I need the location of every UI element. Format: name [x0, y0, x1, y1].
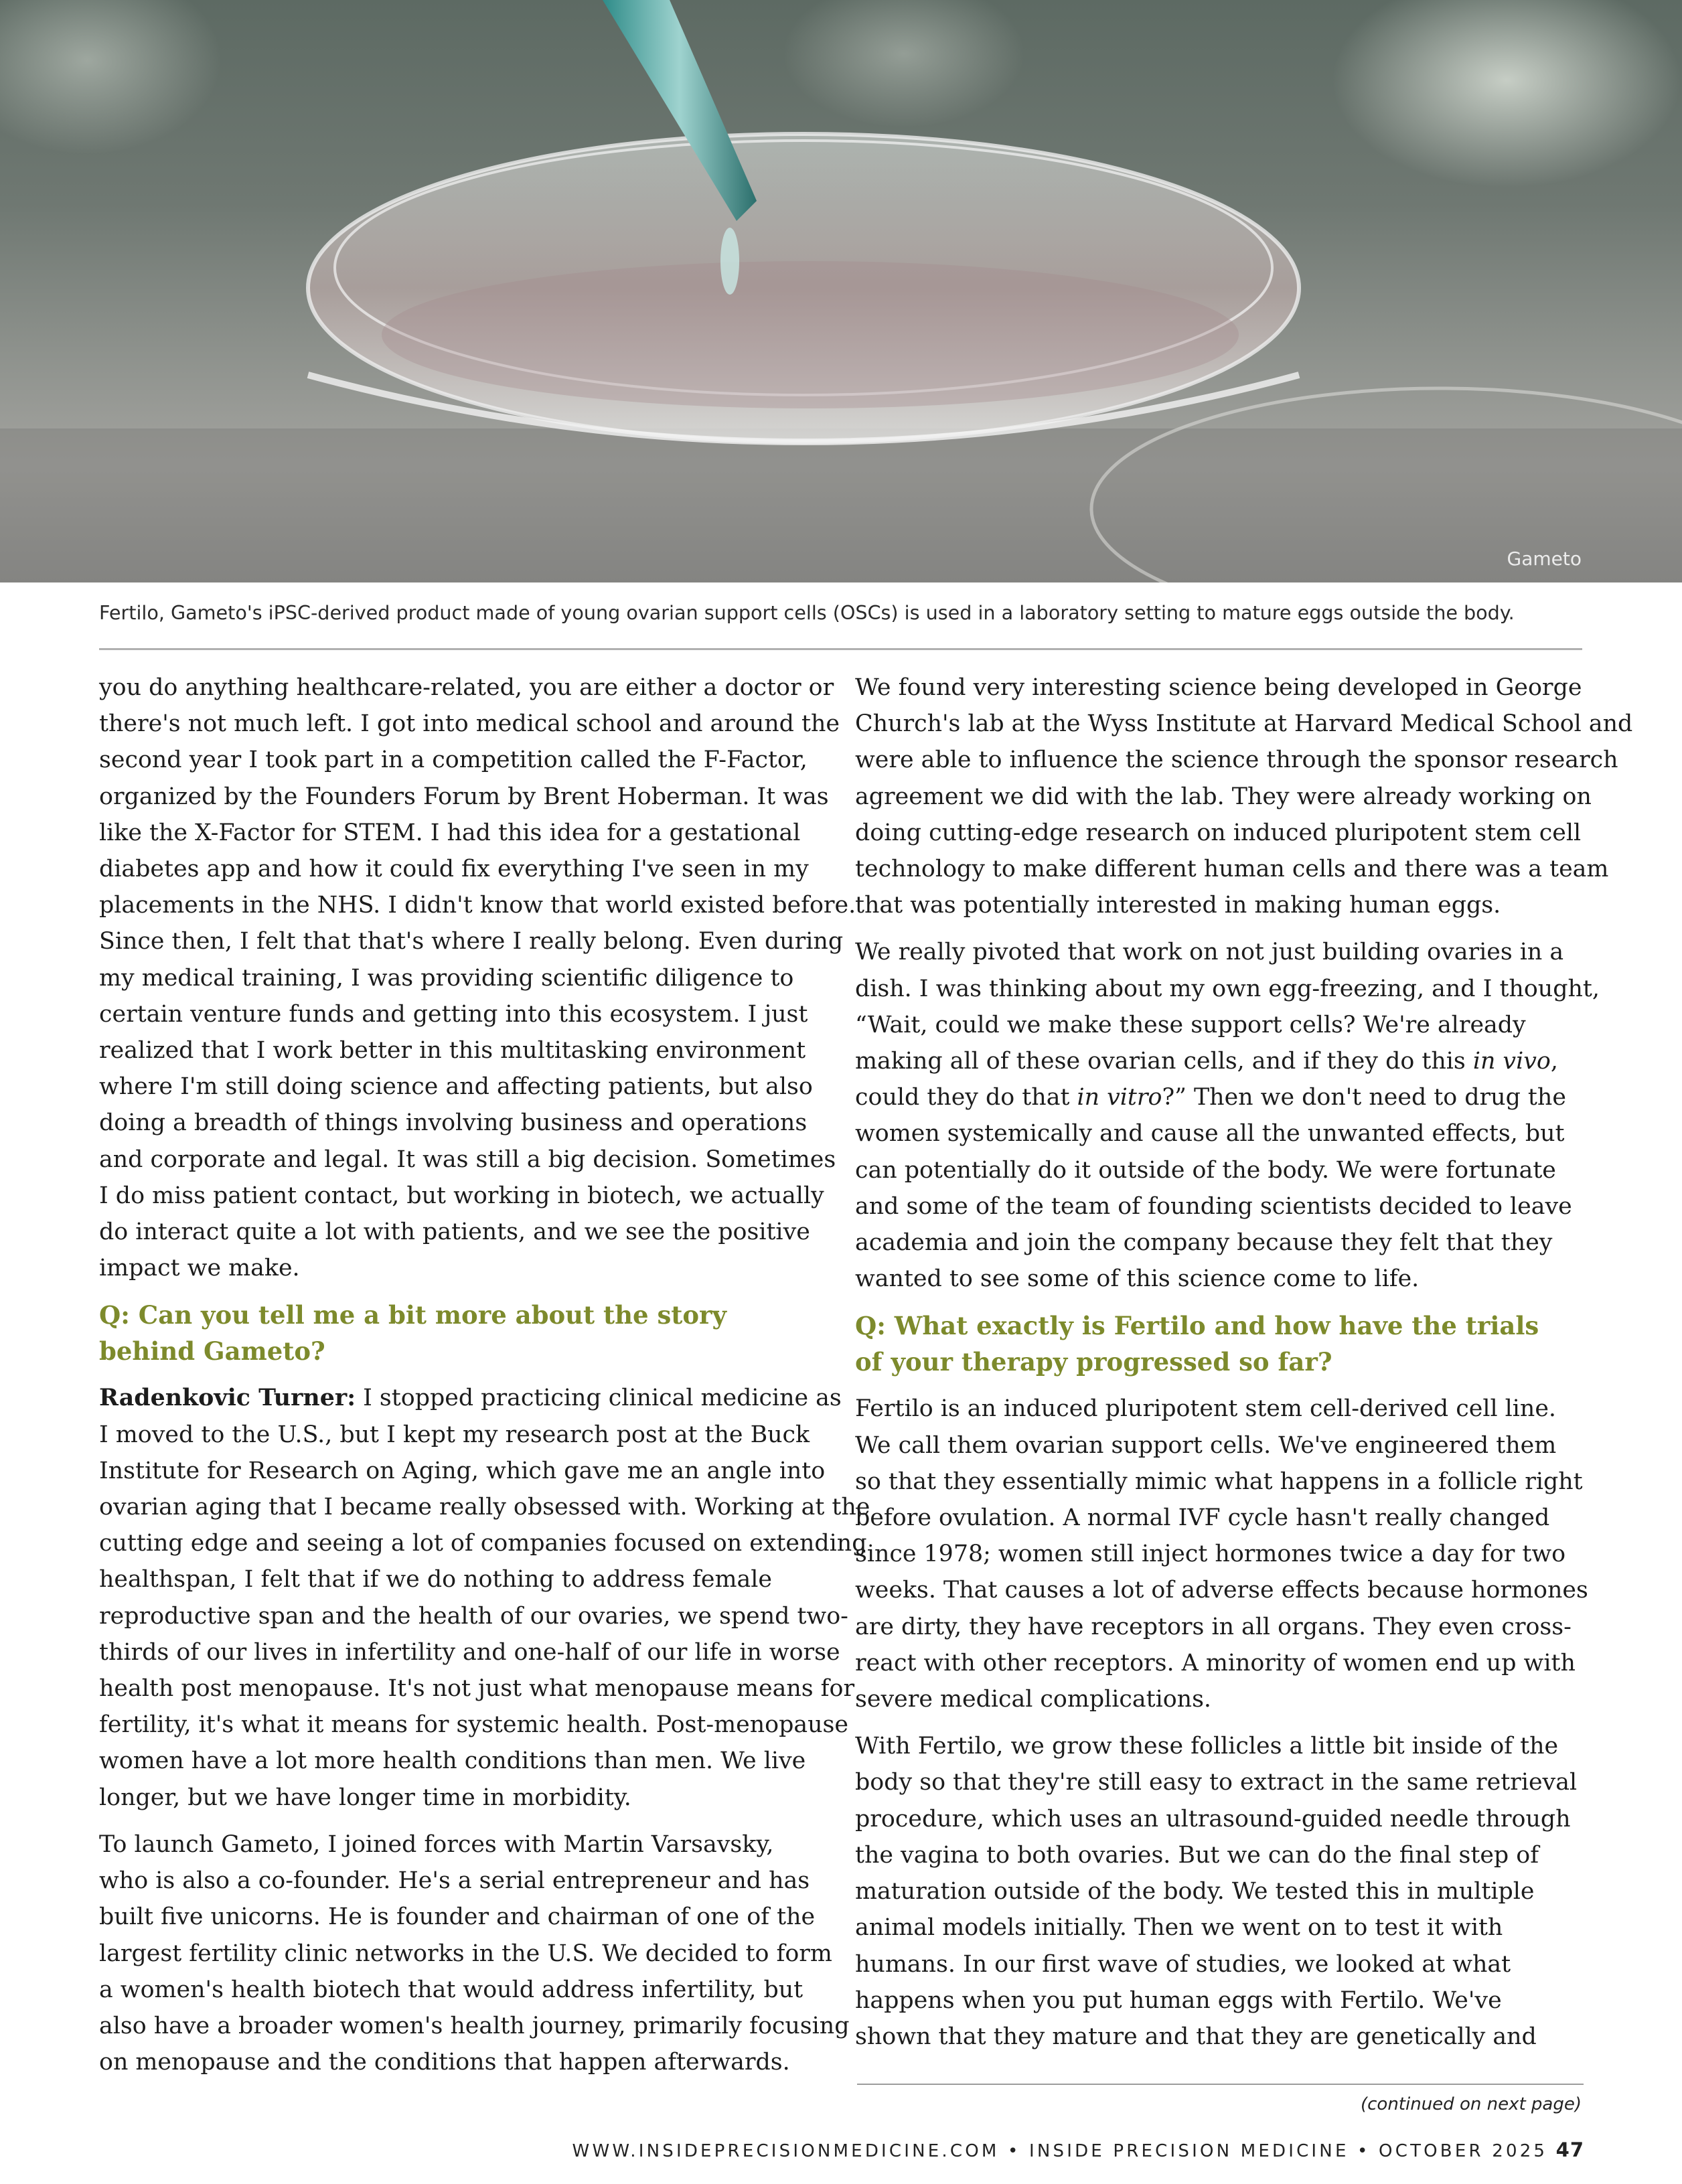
paragraph: Fertilo is an induced pluripotent stem cell-derived cell line. We call them ovarian support cells. We've engineered them so that they essentially mimic what happens in a follicle right before ovulation. A normal IVF cycle hasn't really changed since 1978; women still inject hormones twice a day for two weeks. That causes a lot of adverse effects because hormones are dirty, they have receptors in all organs. They even cross- react with other receptors. A minority of women end up with severe medical complications. — [855, 1395, 1588, 1713]
page-number: 47 — [1555, 2138, 1584, 2161]
left-column — [99, 670, 870, 2091]
continued-divider — [857, 2084, 1584, 2085]
speaker-name: Radenkovic Turner: — [99, 1384, 356, 1412]
paragraph: With Fertilo, we grow these follicles a little bit inside of the body so that they're still easy to extract in the same retrieval procedure, which uses an ultrasound-guided needle through the vagina to both ovaries. But we can do the final step of maturation outside of the body. We tested this in multiple animal models initially. Then we went on to test it with humans. In our first wave of studies, we looked at what happens when you put human eggs with Fertilo. We've shown that they mature and that they are genetically and — [855, 1733, 1578, 2050]
photo-credit: Gameto — [1507, 548, 1582, 570]
paragraph: you do anything healthcare-related, you are either a doctor or there's not much left. I got into medical school and around the second year I took part in a competition called the F-Factor, organized by the Founders Forum by Brent Hoberman. It was like the X-Factor for STEM. I had this idea for a gestational diabetes app and how it could fix everything I've seen in my placements in the NHS. I didn't know that world existed before. Since then, I felt that that's where I really belong. Even during my medical training, I was providing scientific diligence to certain venture funds and getting into this ecosystem. I just realized that I work better in this multitasking environment where I'm still doing science and affecting patients, but also doing a breadth of things involving business and operations and corporate and legal. It was still a big decision. Sometimes I do miss patient contact, but working in biotech, we actually do interact quite a lot with patients, and we see the positive impact we make. — [99, 674, 856, 1282]
right-column — [855, 670, 1633, 2065]
paragraph: To launch Gameto, I joined forces with Martin Varsavsky, who is also a co-founder. He's a serial entrepreneur and has built five unicorns. He is founder and chairman of one of the largest fertility clinic networks in the U.S. We decided to form a women's health biotech that would address infertility, but also have a broader women's health journey, primarily focusing on menopause and the conditions that happen afterwards. — [99, 1830, 850, 2076]
footer-text: WWW.INSIDEPRECISIONMEDICINE.COM • INSIDE PRECISION MEDICINE • OCTOBER 2025 — [572, 2141, 1548, 2161]
paragraph: Radenkovic Turner: I stopped practicing clinical medicine as I moved to the U.S., but I kept my research post at the Buck Institute for Research on Aging, which gave me an angle into ovarian aging that I became really obsessed with. Working at the cutting edge and seeing a lot of companies focused on extending healthspan, I felt that if we do nothing to address female reproductive span and the health of our ovaries, we spend two- thirds of our lives in infertility and one-half of our life in worse health post menopause. It's not just what menopause means for fertility, it's what it means for systemic health. Post-menopause women have a lot more health conditions than men. We live longer, but we have longer time in morbidity. — [99, 1384, 870, 1811]
page-footer — [572, 2138, 1584, 2161]
paragraph: We really pivoted that work on not just building ovaries in a dish. I was thinking about my own egg-freezing, and I thought, “Wait, could we make these support cells? We're already making all of these ovarian cells, and if they do this in vivo, could they do that in vitro?” Then we don't need to drug the women systemically and cause all the unwanted effects, but can potentially do it outside of the body. We were fortunate and some of the team of founding scientists decided to leave academia and join the company because they felt that they wanted to see some of this science come to life. — [855, 939, 1600, 1293]
question-heading: Q: Can you tell me a bit more about the story behind Gameto? — [99, 1300, 727, 1367]
photo-caption: Fertilo, Gameto's iPSC-derived product made of young ovarian support cells (OSCs) is used in a laboratory setting to mature eggs outside the body. — [99, 601, 1515, 624]
petri-dish-illustration — [0, 0, 1682, 582]
continued-note: (continued on next page) — [1360, 2094, 1582, 2114]
question-heading: Q: What exactly is Fertilo and how have the trials of your therapy progressed so far? — [855, 1311, 1539, 1377]
hero-photo — [0, 0, 1682, 582]
paragraph: We found very interesting science being developed in George Church's lab at the Wyss Institute at Harvard Medical School and were able to influence the science through the sponsor research agreement we did with the lab. They were already working on doing cutting-edge research on induced pluripotent stem cell technology to make different human cells and there was a team that was potentially interested in making human eggs. — [855, 674, 1633, 919]
caption-divider — [99, 648, 1582, 650]
